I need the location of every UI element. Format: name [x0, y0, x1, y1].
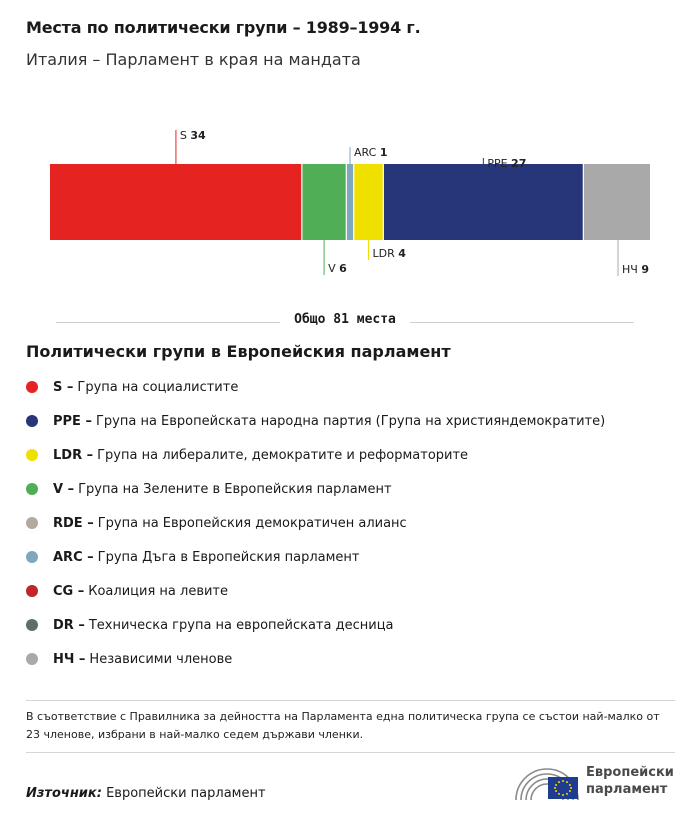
- legend-dot: [26, 619, 38, 631]
- legend-item-rde: [26, 506, 605, 540]
- logo-line-1: Европейски: [586, 765, 674, 780]
- legend-item-v: [26, 472, 605, 506]
- legend-label: Група на социалистите: [77, 379, 239, 395]
- legend-item-s: [26, 370, 605, 404]
- legend-code: ARC –: [53, 549, 94, 565]
- legend-dot: [26, 483, 38, 495]
- data-label-ldr: LDR 4: [372, 247, 406, 260]
- legend-code: RDE –: [53, 515, 94, 531]
- legend-item-dr: [26, 608, 605, 642]
- logo-line-2: парламент: [586, 782, 668, 797]
- legend-label: Група на Европейската народна партия (Група на християндемократите): [95, 413, 606, 429]
- total-seats-label: Общо 81 места: [280, 312, 410, 327]
- legend-label: Независими членове: [89, 651, 233, 667]
- legend-title: Политически групи в Европейския парламент: [26, 342, 451, 361]
- source-label: Източник:: [26, 786, 102, 801]
- seat-bar-chart: [0, 110, 700, 290]
- bar-segment-ldr: [354, 164, 384, 240]
- legend-list: [26, 370, 605, 676]
- source-value: Европейски парламент: [101, 786, 266, 801]
- legend-item-нч: [26, 642, 605, 676]
- legend-code: S –: [53, 379, 74, 395]
- data-label-v: V 6: [328, 262, 347, 275]
- legend-dot: [26, 585, 38, 597]
- legend-item-cg: [26, 574, 605, 608]
- legend-label: Група на Европейския демократичен алианс: [97, 515, 407, 531]
- bar-segment-s: [50, 164, 302, 240]
- legend-code: V –: [53, 481, 75, 497]
- bar-segment-v: [302, 164, 346, 240]
- legend-dot: [26, 551, 38, 563]
- legend-label: Група на либералите, демократите и реформаторите: [97, 447, 469, 463]
- legend-dot: [26, 449, 38, 461]
- legend-dot: [26, 653, 38, 665]
- legend-dot: [26, 381, 38, 393]
- legend-item-ldr: [26, 438, 605, 472]
- legend-item-ppe: [26, 404, 605, 438]
- bar-segment-ppe: [383, 164, 583, 240]
- legend-label: Група Дъга в Европейския парламент: [97, 549, 360, 565]
- data-label-нч: НЧ 9: [622, 263, 649, 276]
- legend-dot: [26, 517, 38, 529]
- legend-code: LDR –: [53, 447, 94, 463]
- hemicycle-icon: [514, 760, 580, 804]
- ep-logo: [514, 760, 684, 804]
- source-line: [26, 786, 266, 801]
- legend-code: DR –: [53, 617, 85, 633]
- legend-label: Техническа група на европейската десница: [88, 617, 394, 633]
- footnote-text: В съответствие с Правилника за дейността на Парламента една политическа група се състои най-малко от 23 членове, избрани в най-малко седем държави членки.: [26, 710, 660, 741]
- data-label-s: S 34: [179, 129, 206, 142]
- footnote-box: [26, 700, 675, 753]
- legend-label: Група на Зелените в Европейския парламент: [78, 481, 392, 497]
- data-label-arc: ARC 1: [354, 146, 388, 159]
- legend-dot: [26, 415, 38, 427]
- bar-segment-arc: [346, 164, 353, 240]
- legend-code: НЧ –: [53, 651, 86, 667]
- total-seats-divider: [56, 312, 634, 332]
- logo-text: [586, 764, 674, 798]
- legend-label: Коалиция на левите: [88, 583, 228, 599]
- data-label-ppe: PPE 27: [487, 157, 527, 170]
- legend-code: PPE –: [53, 413, 92, 429]
- bar-segment-нч: [583, 164, 650, 240]
- chart-subtitle: Италия – Парламент в края на мандата: [26, 50, 361, 69]
- legend-code: CG –: [53, 583, 85, 599]
- legend-item-arc: [26, 540, 605, 574]
- chart-title: Места по политически групи – 1989–1994 г.: [26, 18, 421, 37]
